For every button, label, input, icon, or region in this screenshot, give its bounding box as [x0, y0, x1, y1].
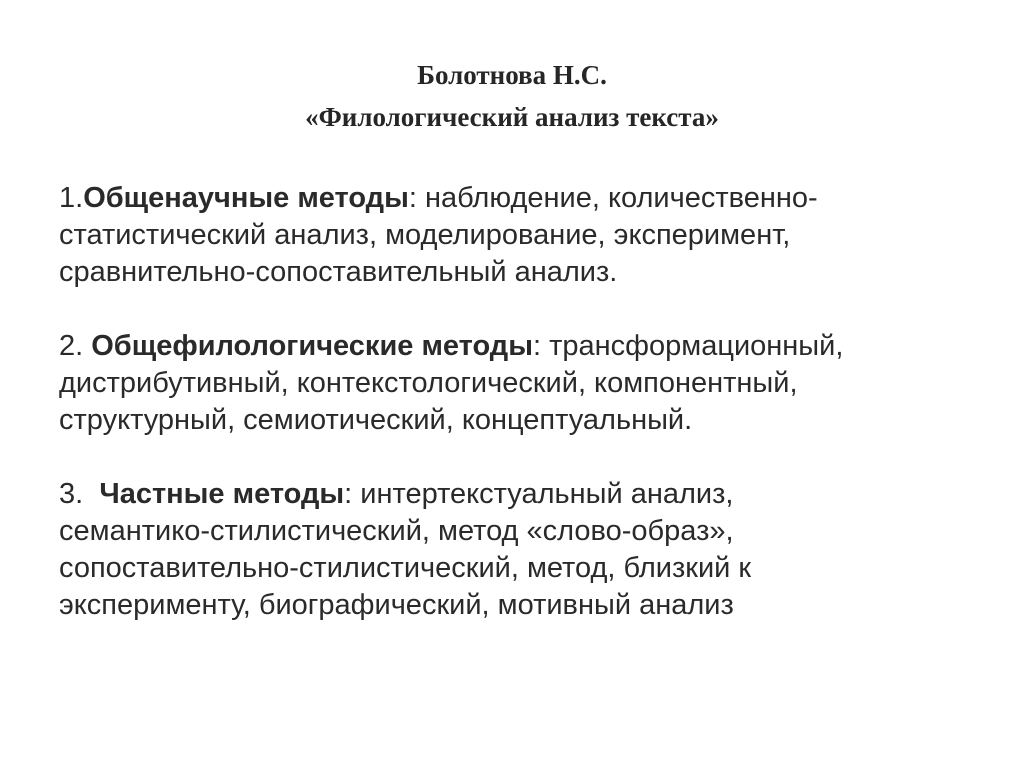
method-separator: :	[344, 478, 353, 510]
method-general-scientific	[59, 180, 969, 291]
method-text-line: статистический анализ, моделирование, эксперимент,	[59, 219, 791, 251]
method-separator: :	[408, 182, 417, 214]
title-author: Болотнова Н.С.	[417, 60, 607, 90]
method-text: трансформационный,	[541, 330, 844, 362]
method-first-line	[59, 328, 969, 365]
method-number: 2.	[59, 330, 92, 362]
method-first-line	[59, 180, 969, 217]
title-book: «Филологический анализ текста»	[305, 102, 719, 132]
method-text-line: семантико-стилистический, метод «слово-образ»,	[59, 515, 734, 547]
method-number: 1.	[59, 182, 84, 214]
method-text: интертекстуальный анализ,	[352, 478, 734, 510]
method-text-line: дистрибутивный, контекстологический, компонентный,	[59, 367, 798, 399]
method-text: наблюдение, количественно-	[416, 182, 818, 214]
method-separator: :	[532, 330, 542, 362]
method-text-line: эксперименту, биографический, мотивный анализ	[59, 589, 734, 621]
method-general-philological	[59, 328, 969, 439]
method-first-line	[59, 476, 969, 513]
slide-title	[0, 54, 1024, 138]
method-text-line: сравнительно-сопоставительный анализ.	[59, 256, 618, 288]
method-name: Общефилологические методы	[91, 330, 533, 362]
slide-body	[59, 180, 969, 661]
method-name: Общенаучные методы	[83, 182, 409, 214]
method-particular	[59, 476, 969, 624]
method-number: 3.	[59, 478, 100, 510]
method-text-line: сопоставительно-стилистический, метод, близкий к	[59, 552, 752, 584]
method-text-line: структурный, семиотический, концептуальный.	[59, 404, 693, 436]
method-name: Частные методы	[99, 478, 345, 510]
